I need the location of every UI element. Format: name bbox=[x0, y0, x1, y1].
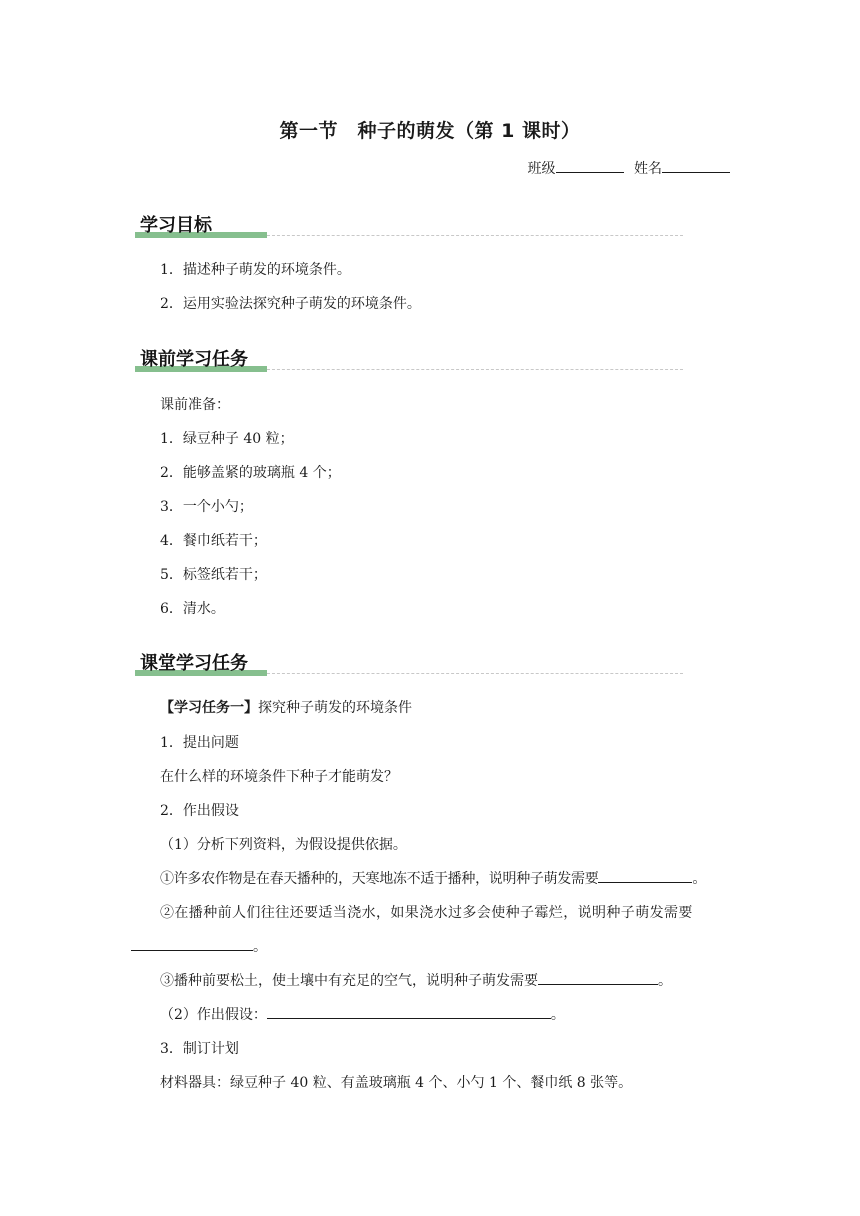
section-title: 课堂学习任务 bbox=[140, 653, 248, 674]
goal-item: 1．描述种子萌发的环境条件。 bbox=[160, 262, 351, 278]
prep-item: 3．一个小勺； bbox=[160, 499, 253, 515]
prep-intro: 课前准备： bbox=[160, 397, 230, 413]
answer-blank[interactable] bbox=[538, 970, 658, 985]
period: 。 bbox=[692, 871, 707, 887]
task-bracket: 【学习任务一】 bbox=[160, 700, 258, 716]
analyze-text: （1）分析下列资料，为假设提供依据。 bbox=[160, 837, 407, 853]
class-blank[interactable] bbox=[556, 158, 624, 173]
goal-item: 2．运用实验法探究种子萌发的环境条件。 bbox=[160, 296, 421, 312]
class-label: 班级 bbox=[527, 161, 556, 177]
section-title: 学习目标 bbox=[140, 215, 212, 236]
section-heading-prelesson bbox=[135, 344, 683, 372]
material-3 bbox=[160, 970, 672, 990]
section-title: 课前学习任务 bbox=[140, 349, 248, 370]
period: 。 bbox=[658, 973, 672, 989]
period: 。 bbox=[550, 1007, 565, 1023]
material-1 bbox=[160, 868, 706, 888]
step-heading: 2．作出假设 bbox=[160, 803, 239, 819]
section-divider bbox=[267, 369, 683, 370]
prep-item: 6．清水。 bbox=[160, 601, 225, 617]
period: 。 bbox=[253, 939, 267, 955]
section-divider bbox=[267, 235, 683, 236]
prep-item: 2．能够盖紧的玻璃瓶 4 个； bbox=[160, 465, 341, 481]
hypothesis-blank[interactable] bbox=[267, 1004, 551, 1019]
material-3-text: ③播种前要松土，使土壤中有充足的空气，说明种子萌发需要 bbox=[160, 973, 538, 989]
material-2: ②在播种前人们往往还要适当浇水，如果浇水过多会使种子霉烂，说明种子萌发需要 bbox=[160, 905, 693, 921]
section-heading-classroom bbox=[135, 648, 683, 676]
task-heading bbox=[160, 697, 412, 717]
hypothesis-label: （2）作出假设： bbox=[160, 1007, 267, 1023]
materials-text: 材料器具：绿豆种子 40 粒、有盖玻璃瓶 4 个、小勺 1 个、餐巾纸 8 张等。 bbox=[160, 1075, 633, 1091]
name-label: 姓名 bbox=[634, 161, 662, 177]
material-2-continuation bbox=[131, 936, 267, 956]
prep-item: 5．标签纸若干； bbox=[160, 567, 267, 583]
task-title: 探究种子萌发的环境条件 bbox=[258, 700, 412, 716]
step-heading: 1．提出问题 bbox=[160, 735, 239, 751]
class-name-fields bbox=[528, 158, 730, 178]
hypothesis-line bbox=[160, 1004, 565, 1024]
answer-blank[interactable] bbox=[598, 868, 692, 883]
question-text: 在什么样的环境条件下种子才能萌发？ bbox=[160, 769, 398, 785]
section-divider bbox=[267, 673, 683, 674]
name-blank[interactable] bbox=[662, 158, 730, 173]
section-heading-goals bbox=[135, 210, 683, 238]
material-1-text: ①许多农作物是在春天播种的，天寒地冻不适于播种，说明种子萌发需要 bbox=[160, 871, 599, 887]
page-title: 第一节 种子的萌发（第 1 课时） bbox=[279, 120, 581, 142]
prep-item: 1．绿豆种子 40 粒； bbox=[160, 431, 294, 447]
answer-blank[interactable] bbox=[131, 936, 253, 951]
prep-item: 4．餐巾纸若干； bbox=[160, 533, 267, 549]
step-heading: 3．制订计划 bbox=[160, 1041, 239, 1057]
